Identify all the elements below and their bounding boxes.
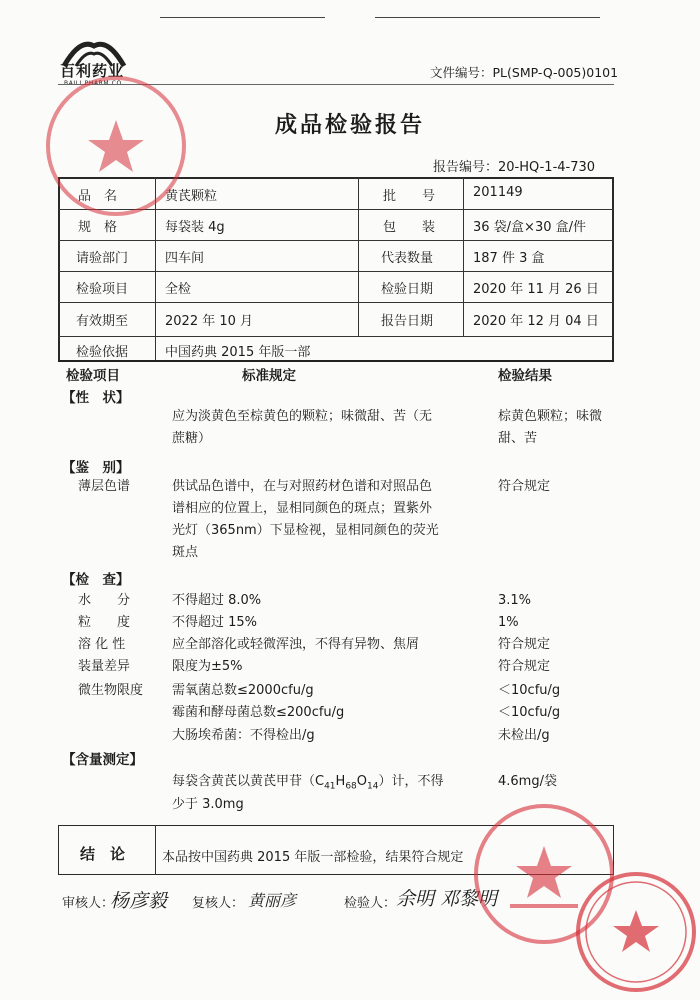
expiry-label: 有效期至 [76,314,129,329]
reportdate-label: 报告日期 [381,314,434,329]
conclusion-text: 本品按中国药典 2015 年版一部检验，结果符合规定 [162,850,464,865]
section-identification: 【鉴 别】 [62,460,130,476]
results-result-header: 检验结果 [498,368,552,384]
section-assay: 【含量测定】 [62,752,143,768]
check-result: 3.1% [498,593,532,608]
inspector-signature: 余明 邓黎明 [396,888,498,910]
rechecker-signature: 黄丽彦 [248,891,297,910]
check-result: 1% [498,615,519,630]
assay-standard-line2: 少于 3.0mg [172,797,244,812]
document-number: 文件编号：PL(SMP-Q-005)0101 [430,65,619,80]
check-item: 微生物限度 [78,683,144,698]
basis-label: 检验依据 [76,345,129,360]
batch-value: 201149 [473,185,523,200]
properties-standard-line2: 蔗糖） [172,431,212,446]
properties-standard-line1: 应为淡黄色至棕黄色的颗粒；味微甜、苦（无 [172,409,433,424]
spec-label: 规 格 [78,220,118,235]
testdate-label: 检验日期 [381,282,434,297]
product-label: 品 名 [78,189,118,204]
reviewer-label: 审核人： [62,896,115,911]
batch-label: 批 号 [383,189,436,204]
results-item-header: 检验项目 [66,368,120,384]
check-standard: 需氧菌总数≤2000cfu/g [172,683,314,698]
company-seal-icon [42,72,190,220]
basis-value: 中国药典 2015 年版一部 [165,345,311,360]
check-result: 未检出/g [498,728,550,743]
identification-result: 符合规定 [498,479,551,494]
item-value: 全检 [165,282,192,297]
check-standard: 霉菌和酵母菌总数≤200cfu/g [172,705,345,720]
check-result: ＜10cfu/g [498,683,561,698]
check-item: 粒 度 [78,615,131,630]
properties-result-line2: 甜、苦 [498,431,538,446]
assay-result: 4.6mg/袋 [498,774,557,789]
testdate-value: 2020 年 11 月 26 日 [473,282,599,297]
conclusion-label: 结 论 [80,845,126,863]
pack-label: 包 装 [383,220,436,235]
check-standard: 大肠埃希菌：不得检出/g [172,728,315,743]
page-title: 成品检验报告 [274,113,425,138]
check-result: 符合规定 [498,637,551,652]
product-value: 黄芪颗粒 [165,189,218,204]
expiry-value: 2022 年 10 月 [165,314,254,329]
qty-value: 187 件 3 盒 [473,251,545,266]
results-standard-header: 标准规定 [242,368,296,384]
dept-label: 请验部门 [76,251,129,266]
report-number: 报告编号：20-HQ-1-4-730 [433,160,596,175]
logo-name: 百利药业 [60,62,125,80]
check-item: 水 分 [78,593,131,608]
section-checks: 【检 查】 [62,572,130,588]
check-result: ＜10cfu/g [498,705,561,720]
check-result: 符合规定 [498,659,551,674]
assay-standard-line1: 每袋含黄芪以黄芪甲苷$(C_{41}H_{68}O_{14})$计，不得 [172,774,444,792]
identification-item: 薄层色谱 [78,479,131,494]
check-standard: 应全部溶化或轻微浑浊，不得有异物、焦屑 [172,637,420,652]
reportdate-value: 2020 年 12 月 04 日 [473,314,599,329]
inspector-label: 检验人： [344,896,397,911]
pack-value: 36 袋/盒×30 盒/件 [473,220,587,235]
rechecker-label: 复核人： [192,896,245,911]
qty-label: 代表数量 [381,251,434,266]
section-properties: 【性 状】 [62,390,130,406]
check-standard: 限度为±5% [172,659,243,674]
check-standard: 不得超过 15% [172,615,258,630]
corner-seal-icon [572,868,700,996]
identification-standard-line: 供试品色谱中，在与对照药材色谱和对照品色 [172,479,433,494]
identification-standard-line: 谱相应的位置上，显相同颜色的斑点；置紫外 [172,501,433,516]
spec-value: 每袋装 4g [165,220,225,235]
properties-result-line1: 棕黄色颗粒；味微 [498,409,603,424]
identification-standard-line: 斑点 [172,545,199,560]
check-standard: 不得超过 8.0% [172,593,262,608]
check-item: 装量差异 [78,659,131,674]
item-label: 检验项目 [76,282,129,297]
dept-value: 四车间 [165,251,205,266]
identification-standard-line: 光灯（365nm）下显检视，显相同颜色的荧光 [172,523,439,538]
check-item: 溶 化 性 [78,637,126,652]
reviewer-signature: 杨彦毅 [110,890,168,912]
